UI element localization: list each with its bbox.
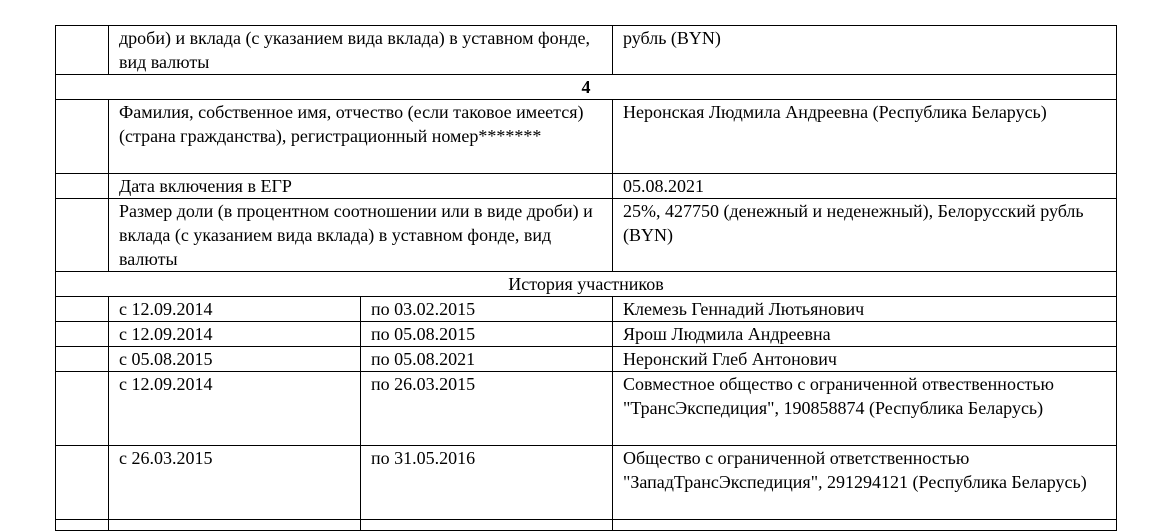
field-value: рубль (BYN) xyxy=(613,26,1117,75)
history-date-from: с 12.09.2014 xyxy=(109,322,361,347)
share-size-row-continued xyxy=(56,26,1117,75)
history-date-to: по 31.05.2016 xyxy=(361,446,613,520)
section-header-row xyxy=(56,75,1117,100)
history-date-from: с 05.08.2015 xyxy=(109,347,361,372)
history-date-to: по 03.02.2015 xyxy=(361,297,613,322)
field-value: Неронская Людмила Андреевна (Республика Беларусь) xyxy=(613,100,1117,174)
history-date-to: по 05.08.2015 xyxy=(361,322,613,347)
history-row xyxy=(56,372,1117,446)
row-index-cell xyxy=(56,174,109,199)
row-index-cell xyxy=(56,297,109,322)
history-row xyxy=(56,347,1117,372)
history-title: История участников xyxy=(56,272,1117,297)
history-header-row xyxy=(56,272,1117,297)
history-participant: Неронский Глеб Антонович xyxy=(613,347,1117,372)
history-participant: Общество с ограниченной ответственностью "ЗападТрансЭкспедиция", 291294121 (Республика Беларусь) xyxy=(613,446,1117,520)
history-participant: Клемезь Геннадий Лютьянович xyxy=(613,297,1117,322)
history-row xyxy=(56,446,1117,520)
row-index-cell xyxy=(56,26,109,75)
section-number: 4 xyxy=(56,75,1117,100)
row-cell xyxy=(361,520,613,531)
field-label: дроби) и вклада (с указанием вида вклада) в уставном фонде, вид валюты xyxy=(109,26,613,75)
history-date-from: с 12.09.2014 xyxy=(109,297,361,322)
participant-name-row xyxy=(56,100,1117,174)
row-index-cell xyxy=(56,322,109,347)
history-row xyxy=(56,322,1117,347)
history-date-to: по 26.03.2015 xyxy=(361,372,613,446)
history-date-from: с 12.09.2014 xyxy=(109,372,361,446)
history-participant: Ярош Людмила Андреевна xyxy=(613,322,1117,347)
row-index-cell xyxy=(56,372,109,446)
field-label: Дата включения в ЕГР xyxy=(109,174,613,199)
history-participant: Совместное общество с ограниченной отвественностью "ТрансЭкспедиция", 190858874 (Республика Беларусь) xyxy=(613,372,1117,446)
row-index-cell xyxy=(56,100,109,174)
row-index-cell xyxy=(56,446,109,520)
row-cell xyxy=(613,520,1117,531)
history-date-to: по 05.08.2021 xyxy=(361,347,613,372)
field-value: 05.08.2021 xyxy=(613,174,1117,199)
truncated-row xyxy=(56,520,1117,531)
share-size-row xyxy=(56,199,1117,272)
field-label: Размер доли (в процентном соотношении или в виде дроби) и вклада (с указанием вида вклада) в уставном фонде, вид валюты xyxy=(109,199,613,272)
history-row xyxy=(56,297,1117,322)
field-value: 25%, 427750 (денежный и неденежный), Белорусский рубль (BYN) xyxy=(613,199,1117,272)
row-cell xyxy=(109,520,361,531)
row-index-cell xyxy=(56,520,109,531)
inclusion-date-row xyxy=(56,174,1117,199)
field-label: Фамилия, собственное имя, отчество (если таковое имеется) (страна гражданства), регистрационный номер******* xyxy=(109,100,613,174)
row-index-cell xyxy=(56,199,109,272)
history-date-from: с 26.03.2015 xyxy=(109,446,361,520)
row-index-cell xyxy=(56,347,109,372)
registry-table xyxy=(55,25,1117,531)
